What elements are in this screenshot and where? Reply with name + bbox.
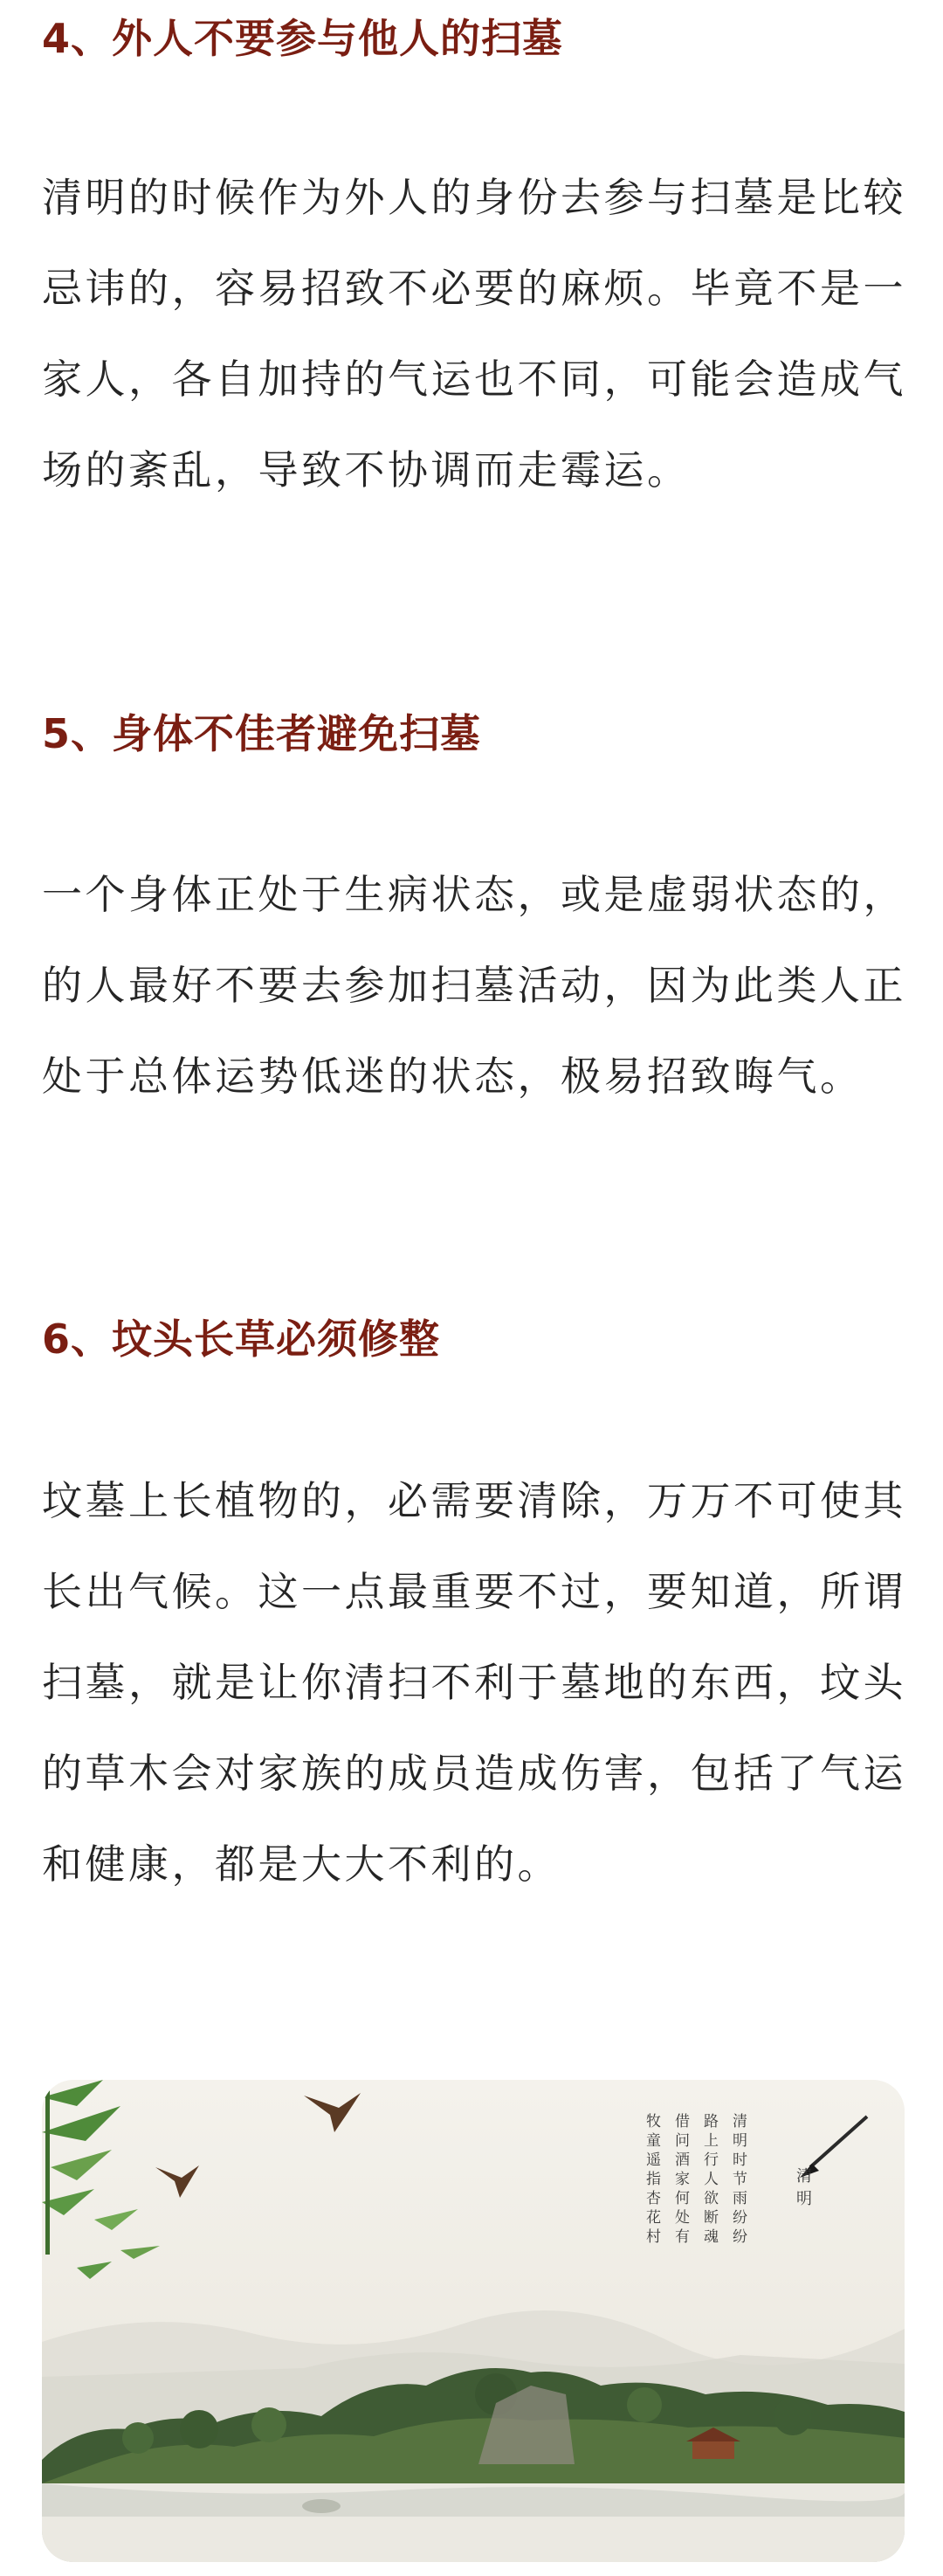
section-heading-6: 6、坟头长草必须修整 bbox=[42, 1316, 441, 1363]
landscape-painting bbox=[42, 2080, 905, 2562]
bamboo-leaves-icon bbox=[42, 2080, 160, 2279]
poem-line-3: 借问酒家何处有 bbox=[671, 2113, 689, 2248]
qingming-landscape-illustration bbox=[42, 2080, 905, 2562]
section-body-4: 清明的时候作为外人的身份去参与扫墓是比较忌讳的，容易招致不必要的麻烦。毕竟不是一家人，各自加持的气运也不同，可能会造成气场的紊乱，导致不协调而走霉运。 bbox=[42, 174, 906, 494]
poem-line-2: 路上行人欲断魂 bbox=[700, 2113, 718, 2248]
section-heading-5: 5、身体不佳者避免扫墓 bbox=[42, 710, 482, 757]
section-heading-4: 4、外人不要参与他人的扫墓 bbox=[42, 15, 564, 62]
poem-title: 清明 bbox=[794, 2167, 812, 2213]
poem-line-1: 清明时节雨纷纷 bbox=[729, 2113, 747, 2248]
swallow-bird-icon bbox=[155, 2093, 361, 2198]
poem-line-4: 牧童遥指杏花村 bbox=[643, 2113, 660, 2248]
section-body-6: 坟墓上长植物的，必需要清除，万万不可使其长出气候。这一点最重要不过，要知道，所谓扫墓，就是让你清扫不利于墓地的东西，坟头的草木会对家族的成员造成伤害，包括了气运和健康，都是大大不利的。 bbox=[42, 1477, 906, 1888]
section-body-5: 一个身体正处于生病状态，或是虚弱状态的，的人最好不要去参加扫墓活动，因为此类人正处于总体运势低迷的状态，极易招致晦气。 bbox=[42, 871, 906, 1100]
